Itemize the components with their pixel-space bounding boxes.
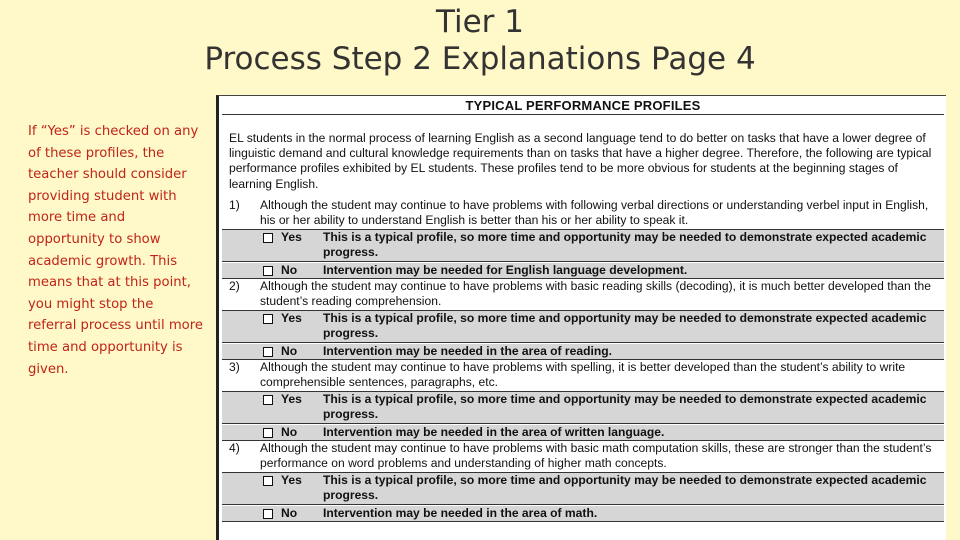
slide-title-line2: Process Step 2 Explanations Page 4	[204, 41, 756, 77]
checkbox-yes[interactable]	[263, 314, 273, 324]
answer-row-no	[222, 506, 944, 522]
profile-question	[222, 279, 944, 309]
answer-text-yes: This is a typical profile, so more time and opportunity may be needed to demonstrate expected academic progress.	[323, 311, 927, 341]
profile-number: 1)	[229, 197, 240, 212]
answer-row-yes	[222, 310, 944, 342]
checkbox-no[interactable]	[263, 347, 273, 357]
answer-label-yes: Yes	[281, 230, 302, 245]
slide-title	[0, 4, 960, 78]
answer-label-no: No	[281, 424, 298, 439]
answer-text-no: Intervention may be needed for English language development.	[323, 262, 688, 277]
answer-row-yes	[222, 229, 944, 261]
answer-row-no	[222, 344, 944, 360]
answer-label-no: No	[281, 505, 298, 520]
answer-label-no: No	[281, 343, 298, 358]
checkbox-no[interactable]	[263, 428, 273, 438]
answer-text-no: Intervention may be needed in the area of math.	[323, 505, 598, 520]
answer-text-yes: This is a typical profile, so more time and opportunity may be needed to demonstrate expected academic progress.	[323, 392, 927, 422]
answer-label-yes: Yes	[281, 473, 302, 488]
answer-label-no: No	[281, 262, 298, 277]
document-body	[222, 97, 944, 522]
answer-text-no: Intervention may be needed in the area of reading.	[323, 343, 612, 358]
document-image	[216, 95, 946, 540]
document-intro: EL students in the normal process of learning English as a second language tend to do better on tasks that have a lower degree of linguistic demand and cultural knowledge requirements than on tasks that have a higher degree. Therefore, the following are typical performance profiles exhibited by EL students. These profiles tend to be more obvious for students at the beginning stages of learning English.	[229, 131, 932, 191]
profile-item	[222, 198, 944, 279]
answer-row-no	[222, 425, 944, 441]
checkbox-yes[interactable]	[263, 395, 273, 405]
profile-statement: Although the student may continue to have problems with basic math computation skills, these are stronger than the student’s performance on word problems and understanding of higher math concepts.	[260, 440, 932, 471]
checkbox-no[interactable]	[263, 509, 273, 519]
profile-statement: Although the student may continue to have problems with basic reading skills (decoding), it is much better developed than the student’s reading comprehension.	[260, 278, 931, 309]
profile-number: 3)	[229, 359, 240, 374]
answer-text-yes: This is a typical profile, so more time and opportunity may be needed to demonstrate expected academic progress.	[323, 230, 927, 260]
sidebar-note: If “Yes” is checked on any of these profiles, the teacher should consider providing student with more time and opportunity to show academic growth. This means that at this point, you might stop the referral process until more time and opportunity is given.	[28, 124, 203, 377]
answer-row-yes	[222, 472, 944, 504]
answer-row-yes	[222, 391, 944, 423]
slide-title-line1: Tier 1	[436, 4, 524, 40]
checkbox-no[interactable]	[263, 266, 273, 276]
checkbox-yes[interactable]	[263, 476, 273, 486]
profile-number: 4)	[229, 440, 240, 455]
profile-number: 2)	[229, 278, 240, 293]
answer-text-no: Intervention may be needed in the area of written language.	[323, 424, 665, 439]
answer-text-yes: This is a typical profile, so more time and opportunity may be needed to demonstrate expected academic progress.	[323, 473, 927, 503]
profile-question	[222, 360, 944, 390]
profile-statement: Although the student may continue to have problems with following verbal directions or understanding verbel input in English, his or her ability to understand English is better than his or her ability to speak it.	[260, 197, 929, 228]
profile-list	[222, 198, 944, 522]
answer-row-no	[222, 263, 944, 279]
profile-question	[222, 198, 944, 228]
document-heading: TYPICAL PERFORMANCE PROFILES	[222, 97, 944, 115]
checkbox-yes[interactable]	[263, 233, 273, 243]
profile-item	[222, 360, 944, 441]
answer-label-yes: Yes	[281, 311, 302, 326]
profile-statement: Although the student may continue to have problems with spelling, it is better developed than the student’s ability to write comprehensible sentences, paragraphs, etc.	[260, 359, 906, 390]
answer-label-yes: Yes	[281, 392, 302, 407]
profile-item	[222, 441, 944, 522]
profile-item	[222, 279, 944, 360]
profile-question	[222, 441, 944, 471]
